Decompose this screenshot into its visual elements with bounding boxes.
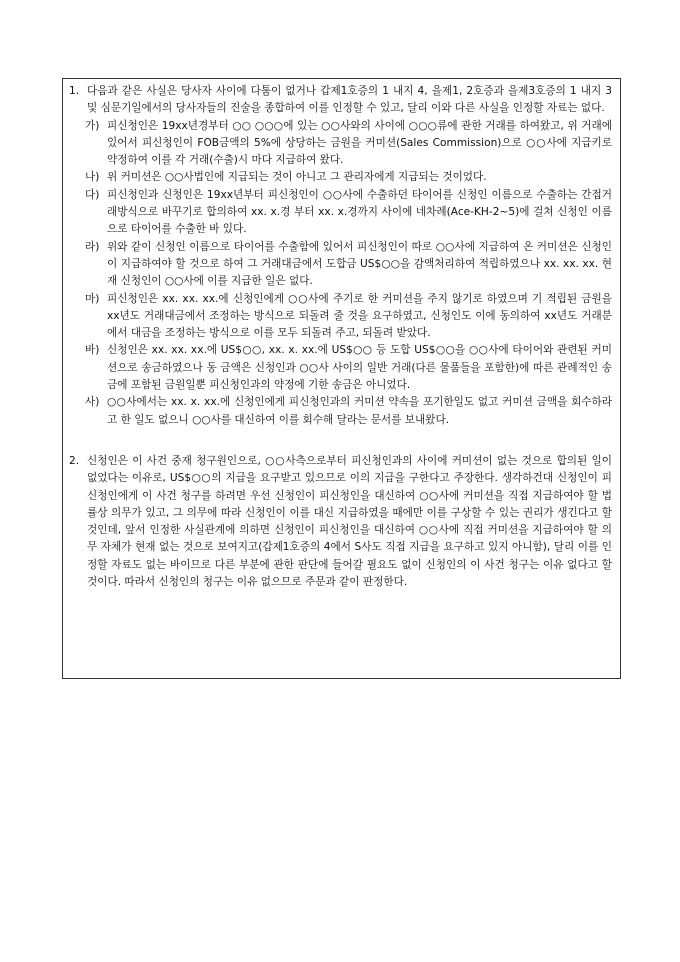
item-label: 나) (85, 171, 100, 184)
list-item (85, 169, 612, 186)
list-item (85, 291, 612, 343)
section-2-text: 신청인은 이 사건 중재 청구원인으로, ○○사측으로부터 피신청인과의 사이에 커미션이 없는 것으로 합의된 일이 없었다는 이유로, US$○○의 지급을 요구받고 있으므로 이의 지급을 구한다고 주장한다. 생각하건대 신청인이 피신청인에게 이 사건 청구를 하려면 우선 신청인이 피신청인을 대신하여 ○○사에 커미션을 직접 지급하여야 할 법률상 의무가 있고, 그 의무에 따라 신청인이 이를 대신 지급하였을 때에만 이를 구상할 수 있는 권리가 생긴다고 할 것인데, 앞서 인정한 사실관계에 의하면 신청인이 피신청인을 대신하여 ○○사에 직접 커미션을 지급하여야 할 의무 자체가 현재 없는 것으로 보여지고(갑제1호증의 4에서 S사도 직접 지급을 요구하고 있지 아니함), 달리 이를 인정할 자료도 없는 바이므로 다른 부분에 관한 판단에 들어갈 필요도 없이 신청인의 이 사건 청구는 이유 없다고 할 것이다. 따라서 신청인의 청구는 이유 없으므로 주문과 같이 판정한다. (87, 454, 612, 589)
item-text: 피신청인은 xx. xx. xx.에 신청인에게 ○○사에 주기로 한 커미션을 주지 않기로 하였으며 기 적립된 금원을 xx년도 거래대금에서 조정하는 방식으로 되돌려 줄 것을 요구하였고, 신청인도 이에 동의하여 xx년도 거래분에서 대금을 조정하는 방식으로 이를 모두 되돌려 주고, 되돌려 받았다. (107, 292, 612, 340)
section-1-intro: 다음과 같은 사실은 당사자 사이에 다툼이 없거나 갑제1호증의 1 내지 4, 을제1, 2호증과 을제3호증의 1 내지 3 및 심문기일에서의 당사자들의 진술을 종합하여 이를 인정할 수 있고, 달리 이와 다른 사실을 인정할 자료는 없다. (87, 85, 612, 115)
item-text: 신청인은 xx. xx. xx.에 US$○○, xx. x. xx.에 US$○○ 등 도합 US$○○을 ○○사에 타이어와 관련된 커미션으로 송금하였으나 동 금액은 신청인과 ○○사 사이의 일반 거래(다른 물품들을 포함한)에 따른 관례적인 송금에 포함된 금원일뿐 피신청인과의 약정에 기한 송금은 아니었다. (107, 344, 612, 392)
list-item (85, 239, 612, 291)
item-text: ○○사에서는 xx. x. xx.에 신청인에게 피신청인과의 커미션 약속을 포기한일도 없고 커미션 금액을 회수하라고 한 일도 없으니 ○○사를 대신하여 이를 회수해 달라는 문서를 보내왔다. (107, 396, 612, 426)
list-item (85, 187, 612, 239)
section-spacer (69, 429, 612, 453)
item-label: 라) (85, 240, 100, 253)
section-2 (69, 453, 612, 591)
item-text: 위 커미션은 ○○사법인에 지급되는 것이 아니고 그 관리자에게 지급되는 것이었다. (107, 171, 487, 184)
section-1-number: 1. (69, 85, 80, 97)
item-label: 가) (85, 119, 100, 132)
item-text: 피신청인과 신청인은 19xx년부터 피신청인이 ○○사에 수출하던 타이어를 신청인 이름으로 수출하는 간접거래방식으로 바꾸기로 합의하여 xx. x.경 부터 xx. x.경까지 사이에 네차례(Ace-KH-2~5)에 걸쳐 신청인 이름으로 타이어를 수출한 바 있다. (107, 188, 612, 236)
list-item (85, 342, 612, 394)
list-item (85, 394, 612, 429)
item-label: 바) (85, 344, 100, 357)
item-label: 사) (85, 396, 100, 409)
list-item (85, 118, 612, 170)
section-1 (69, 83, 612, 118)
item-text: 위와 같이 신청인 이름으로 타이어를 수출함에 있어서 피신청인이 따로 ○○사에 지급하여 온 커미션은 신청인이 지급하여야 할 것으로 하여 그 거래대금에서 도합금 US$○○을 감액처리하여 적립하였으나 xx. xx. xx. 현재 신청인이 ○○사에 이를 지급한 일은 없다. (107, 240, 612, 288)
item-text: 피신청인은 19xx년경부터 ○○ ○○○에 있는 ○○사와의 사이에 ○○○류에 관한 거래를 하여왔고, 위 거래에 있어서 피신청인이 FOB금액의 5%에 상당하는 금원을 커미션(Sales Commission)으로 ○○사에 지급키로 약정하여 이를 각 거래(수출)시 마다 지급하여 왔다. (107, 119, 612, 167)
item-label: 다) (85, 188, 100, 201)
section-2-number: 2. (69, 454, 80, 467)
item-label: 마) (85, 292, 100, 305)
document-box (62, 78, 621, 679)
